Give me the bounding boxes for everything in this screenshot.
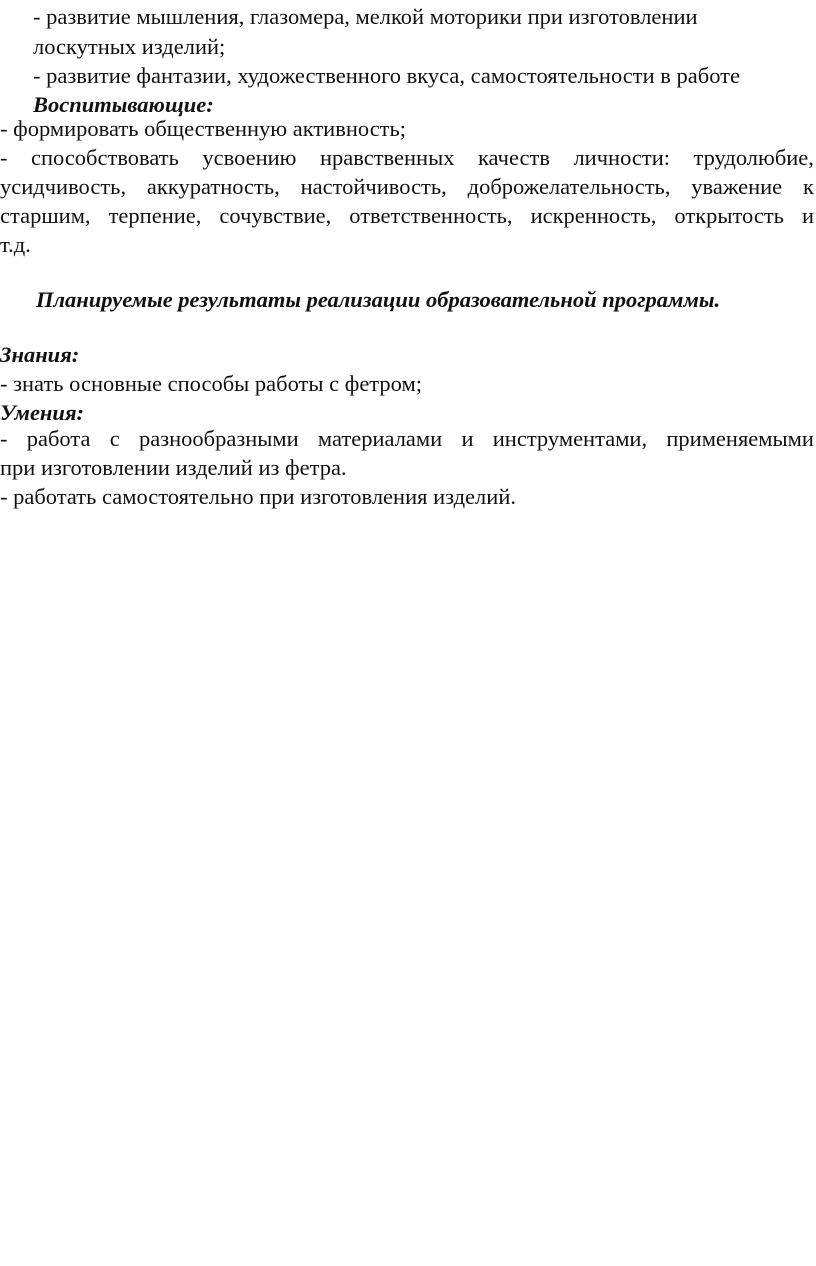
word: инструментами, xyxy=(492,426,648,451)
developmental-item-2: - развитие фантазии, художественного вкуса, самостоятельности в работе xyxy=(33,63,740,88)
word: старшим, xyxy=(0,203,91,228)
planned-results-heading: Планируемые результаты реализации образовательной программы. xyxy=(36,287,721,312)
word: материалами xyxy=(317,426,443,451)
word: работа xyxy=(26,426,91,451)
knowledge-item-1: - знать основные способы работы с фетром; xyxy=(0,371,422,396)
word: настойчивость, xyxy=(300,174,447,199)
word: сочувствие, xyxy=(219,203,332,228)
knowledge-heading: Знания: xyxy=(0,342,80,367)
educational-heading: Воспитывающие: xyxy=(33,92,214,117)
word: с xyxy=(109,426,120,451)
word: личности: xyxy=(573,145,670,170)
educational-item-2-line-2 xyxy=(0,172,814,201)
word: - xyxy=(0,145,8,170)
skills-item-1-line-2: при изготовлении изделий из фетра. xyxy=(0,455,347,480)
educational-item-1: - формировать общественную активность; xyxy=(0,116,407,141)
word: и xyxy=(461,426,474,451)
word: разнообразными xyxy=(138,426,299,451)
word: терпение, xyxy=(108,203,202,228)
word: к xyxy=(803,174,814,199)
word: способствовать xyxy=(30,145,179,170)
skills-heading: Умения: xyxy=(0,400,85,425)
educational-item-2-line-3 xyxy=(0,201,814,230)
skills-item-1-line-1 xyxy=(0,424,814,453)
word: качеств xyxy=(477,145,550,170)
word: уважение xyxy=(691,174,783,199)
word: аккуратность, xyxy=(146,174,280,199)
word: искренность, xyxy=(530,203,657,228)
word: усидчивость, xyxy=(0,174,127,199)
skills-item-2: - работать самостоятельно при изготовления изделий. xyxy=(0,484,516,509)
word: и xyxy=(801,203,814,228)
word: нравственных xyxy=(319,145,455,170)
word: трудолюбие, xyxy=(693,145,814,170)
educational-item-2-line-4: т.д. xyxy=(0,232,31,257)
word: - xyxy=(0,426,8,451)
word: открытость xyxy=(674,203,784,228)
word: ответственность, xyxy=(349,203,513,228)
word: усвоению xyxy=(202,145,297,170)
developmental-item-1-line-1: - развитие мышления, глазомера, мелкой моторики при изготовлении xyxy=(33,4,698,29)
developmental-item-1-line-2: лоскутных изделий; xyxy=(33,34,226,59)
word: доброжелательность, xyxy=(467,174,671,199)
word: применяемыми xyxy=(666,426,814,451)
educational-item-2-line-1 xyxy=(0,143,814,172)
